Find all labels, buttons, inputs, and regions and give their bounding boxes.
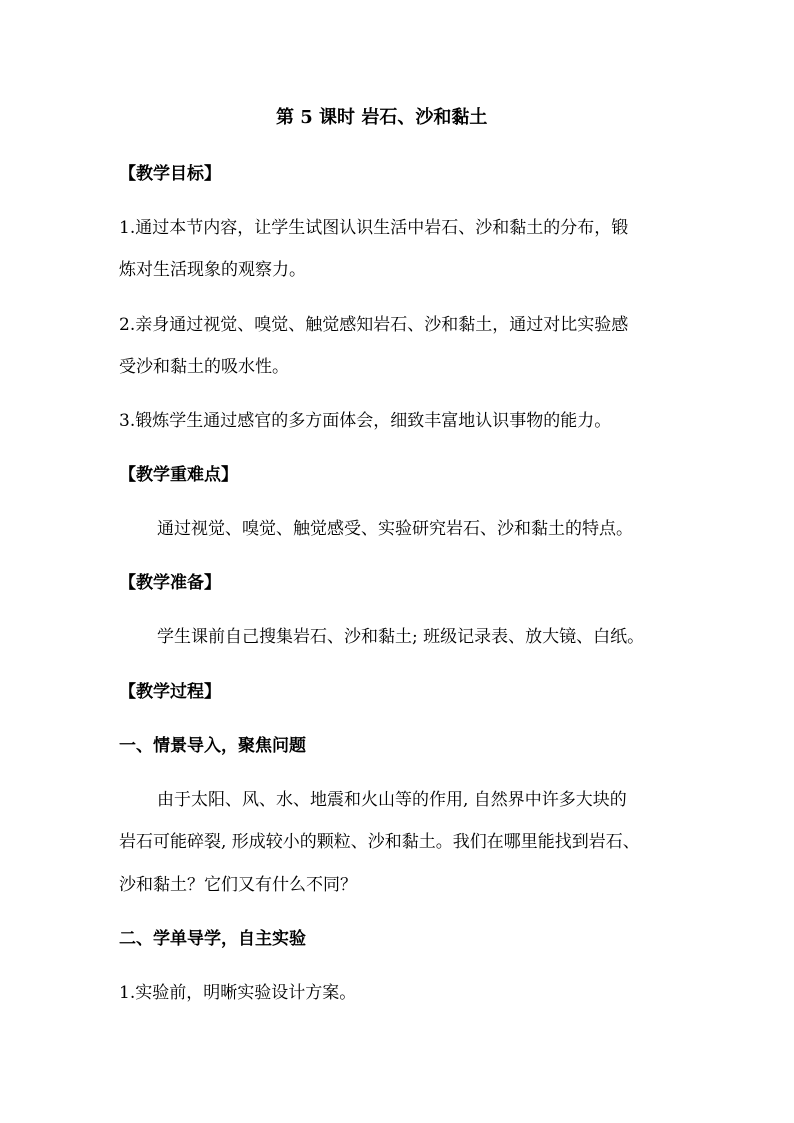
preparation-heading: 【教学准备】 <box>119 573 221 593</box>
part-2-heading: 二、学单导学，自主实验 <box>119 929 306 949</box>
key-points-text: 通过视觉、嗅觉、触觉感受、实验研究岩石、沙和黏土的特点。 <box>157 519 633 539</box>
objective-3-line-1: 3.锻炼学生通过感官的多方面体会，细致丰富地认识事物的能力。 <box>119 411 612 431</box>
process-heading: 【教学过程】 <box>119 682 221 702</box>
part-1-heading: 一、情景导入，聚焦问题 <box>119 736 306 756</box>
objective-2-line-2: 受沙和黏土的吸水性。 <box>119 357 289 377</box>
preparation-text: 学生课前自己搜集岩石、沙和黏土; 班级记录表、放大镜、白纸。 <box>157 627 645 647</box>
objective-1-line-1: 1.通过本节内容，让学生试图认识生活中岩石、沙和黏土的分布，锻 <box>119 218 629 238</box>
part-2-item-1: 1.实验前，明晰实验设计方案。 <box>119 983 357 1003</box>
part-1-line-3: 沙和黏土？它们又有什么不同？ <box>119 875 357 895</box>
objectives-heading: 【教学目标】 <box>119 164 221 184</box>
objective-2-line-1: 2.亲身通过视觉、嗅觉、触觉感知岩石、沙和黏土，通过对比实验感 <box>119 315 629 335</box>
page-title: 第 5 课时 岩石、沙和黏土 <box>276 107 488 128</box>
objective-1-line-2: 炼对生活现象的观察力。 <box>119 260 306 280</box>
part-1-line-1: 由于太阳、风、水、地震和火山等的作用, 自然界中许多大块的 <box>157 790 627 810</box>
key-points-heading: 【教学重难点】 <box>119 465 238 485</box>
part-1-line-2: 岩石可能碎裂, 形成较小的颗粒、沙和黏土。我们在哪里能找到岩石、 <box>119 832 640 852</box>
